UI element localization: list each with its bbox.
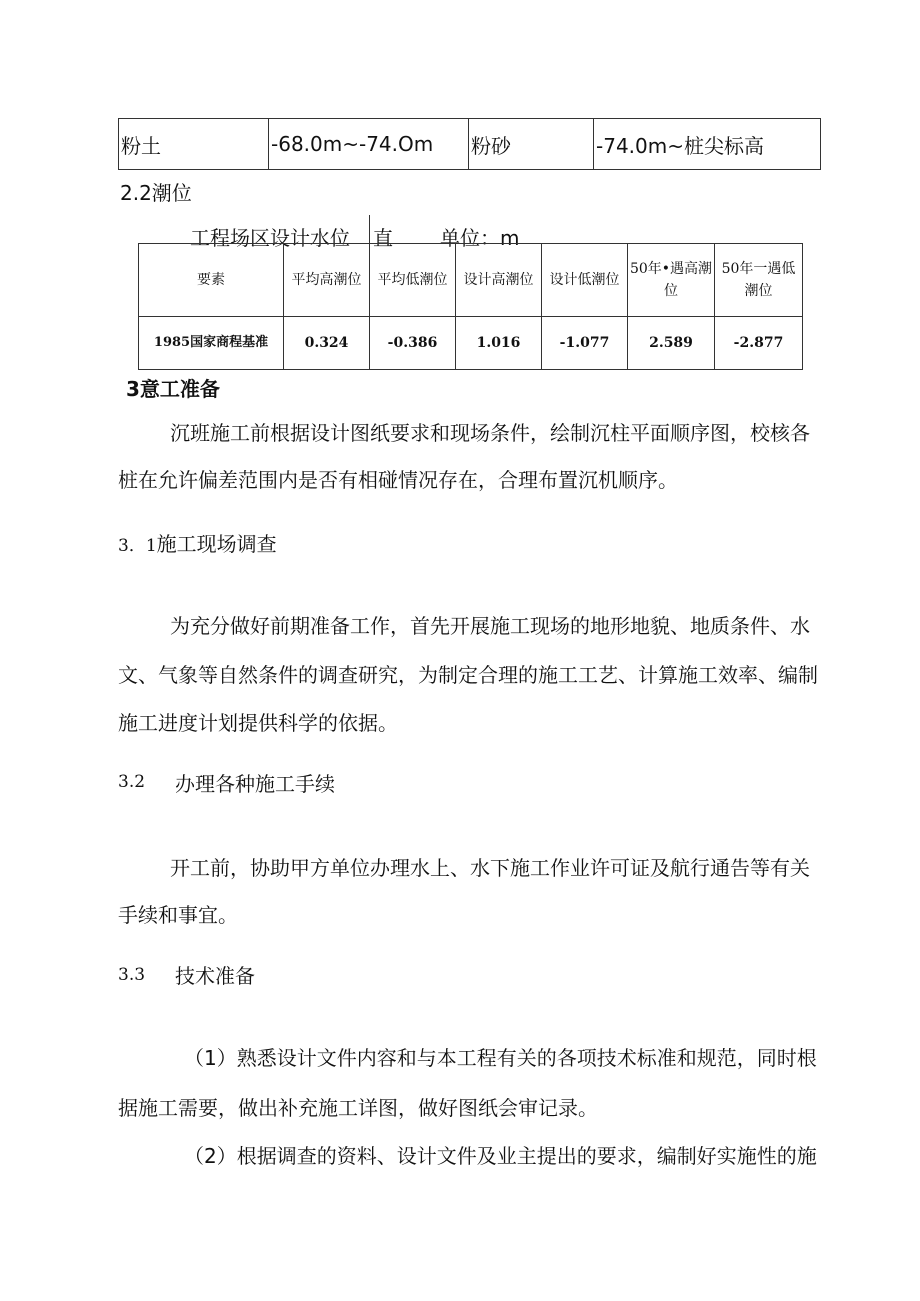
paragraph-line: 手续和事宜。 (118, 903, 238, 927)
paragraph-line: 文、气象等自然条件的调查研究，为制定合理的施工工艺、计算施工效率、编制 (118, 663, 818, 687)
paragraph-line: 为充分做好前期准备工作，首先开展施工现场的地形地貌、地质条件、水 (170, 614, 810, 638)
value-cell: 2.589 (628, 317, 715, 370)
table-row (119, 119, 821, 170)
section-number: 3．1 (118, 536, 157, 556)
section-3-title: 3意工准备 (126, 377, 220, 401)
paragraph-line: 据施工需要，做出补充施工详图，做好图纸会审记录。 (118, 1096, 598, 1120)
table-header-row (139, 244, 803, 317)
section-number: 3.3 (118, 965, 146, 985)
caption-divider (369, 215, 370, 243)
header-cell: 50年•遇高潮位 (628, 244, 715, 317)
paragraph-line: 沉班施工前根据设计图纸要求和现场条件，绘制沉柱平面顺序图，校核各 (170, 421, 810, 445)
value-cell: 0.324 (284, 317, 370, 370)
header-cell: 平均高潮位 (284, 244, 370, 317)
section-3-3-title: 技术准备 (175, 964, 255, 988)
section-3-2-title: 办理各种施工手续 (175, 772, 335, 796)
depth-cell: -68.0m~-74.Om (269, 119, 469, 170)
depth-cell: -74.0m~桩尖标高 (594, 119, 821, 170)
header-cell: 平均低潮位 (370, 244, 456, 317)
soil-cell: 粉土 (119, 119, 269, 170)
value-cell: 1.016 (456, 317, 542, 370)
header-cell: 设计低潮位 (542, 244, 628, 317)
tide-caption-unit: 单位：m (440, 226, 520, 250)
paragraph-line: 桩在允许偏差范围内是否有相碰情况存在，合理布置沉机顺序。 (118, 468, 678, 492)
value-cell: -0.386 (370, 317, 456, 370)
datum-cell: 1985国家商程基准 (139, 317, 284, 370)
tide-caption-mid: 直 (373, 226, 393, 250)
soil-cell: 粉砂 (469, 119, 594, 170)
header-cell: 设计高潮位 (456, 244, 542, 317)
paragraph-line: 施工进度计划提供科学的依据。 (118, 711, 398, 735)
section-3-1-heading (118, 528, 277, 557)
header-cell: 要素 (139, 244, 284, 317)
tide-table (138, 243, 803, 370)
section-2-2-title: 2.2潮位 (120, 181, 192, 205)
value-cell: -2.877 (715, 317, 803, 370)
header-cell: 50年一遇低潮位 (715, 244, 803, 317)
section-number: 3.2 (118, 772, 146, 792)
section-title: 施工现场调查 (156, 532, 277, 556)
paragraph-line: （1）熟悉设计文件内容和与本工程有关的各项技术标准和规范，同时根 (184, 1046, 817, 1070)
table-row (139, 317, 803, 370)
paragraph-line: （2）根据调查的资料、设计文件及业主提出的要求，编制好实施性的施 (184, 1144, 817, 1168)
tide-caption-title: 工程场区设计水位 (190, 226, 350, 250)
paragraph-line: 开工前，协助甲方单位办理水上、水下施工作业许可证及航行通告等有关 (170, 856, 810, 880)
soil-table (118, 118, 821, 170)
value-cell: -1.077 (542, 317, 628, 370)
